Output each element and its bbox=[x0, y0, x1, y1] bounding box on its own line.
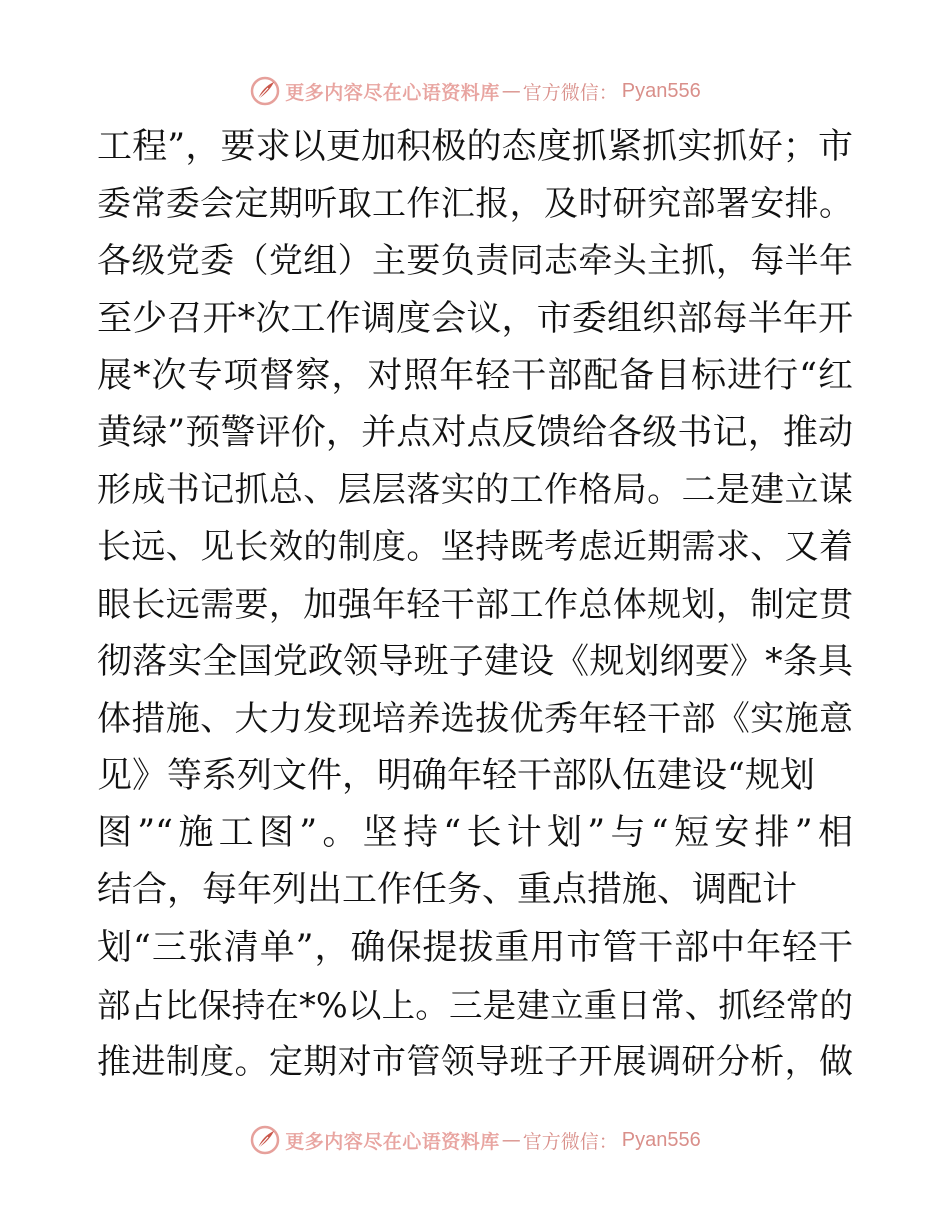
body-line: 眼长远需要，加强年轻干部工作总体规划，制定贯 bbox=[97, 584, 853, 625]
watermark-official-label: 官方微信： bbox=[522, 81, 618, 104]
body-line: 彻落实全国党政领导班子建设《规划纲要》*条具 bbox=[97, 641, 853, 682]
document-body bbox=[97, 119, 853, 1091]
body-line: 工程”，要求以更加积极的态度抓紧抓实抓好；市 bbox=[97, 127, 853, 167]
watermark-wechat-id: Pyan556 bbox=[621, 79, 701, 102]
body-line: 图”“施工图”。坚持“长计划”与“短安排”相 bbox=[97, 813, 853, 854]
feather-pen-logo-icon bbox=[249, 75, 281, 107]
watermark-separator: — bbox=[501, 80, 521, 102]
body-line: 黄绿”预警评价，并点对点反馈给各级书记，推动 bbox=[97, 412, 853, 453]
watermark-text: 更多内容尽在心语资料库 bbox=[285, 1130, 500, 1153]
body-line: 形成书记抓总、层层落实的工作格局。二是建立谋 bbox=[97, 470, 853, 511]
body-line: 见》等系列文件，明确年轻干部队伍建设“规划 bbox=[97, 756, 815, 797]
watermark-text: 更多内容尽在心语资料库 bbox=[285, 81, 500, 104]
body-line: 展*次专项督察，对照年轻干部配备目标进行“红 bbox=[97, 355, 853, 396]
watermark-wechat-id: Pyan556 bbox=[621, 1128, 701, 1151]
header-watermark bbox=[0, 71, 950, 111]
body-line: 委常委会定期听取工作汇报，及时研究部署安排。 bbox=[97, 184, 853, 225]
body-line: 长远、见长效的制度。坚持既考虑近期需求、又着 bbox=[97, 527, 853, 568]
body-line: 体措施、大力发现培养选拔优秀年轻干部《实施意 bbox=[97, 698, 853, 739]
body-line: 部占比保持在*%以上。三是建立重日常、抓经常的 bbox=[97, 985, 853, 1025]
body-line: 至少召开*次工作调度会议，市委组织部每半年开 bbox=[97, 298, 853, 339]
body-line: 结合，每年列出工作任务、重点措施、调配计 bbox=[97, 870, 798, 911]
body-line: 划“三张清单”，确保提拔重用市管干部中年轻干 bbox=[97, 927, 853, 968]
body-line: 各级党委（党组）主要负责同志牵头主抓，每半年 bbox=[97, 241, 853, 282]
feather-pen-logo-icon bbox=[249, 1124, 281, 1156]
body-line: 推进制度。定期对市管领导班子开展调研分析，做 bbox=[97, 1042, 853, 1082]
footer-watermark bbox=[0, 1120, 950, 1160]
watermark-separator: — bbox=[501, 1129, 521, 1151]
watermark-official-label: 官方微信： bbox=[522, 1130, 618, 1153]
